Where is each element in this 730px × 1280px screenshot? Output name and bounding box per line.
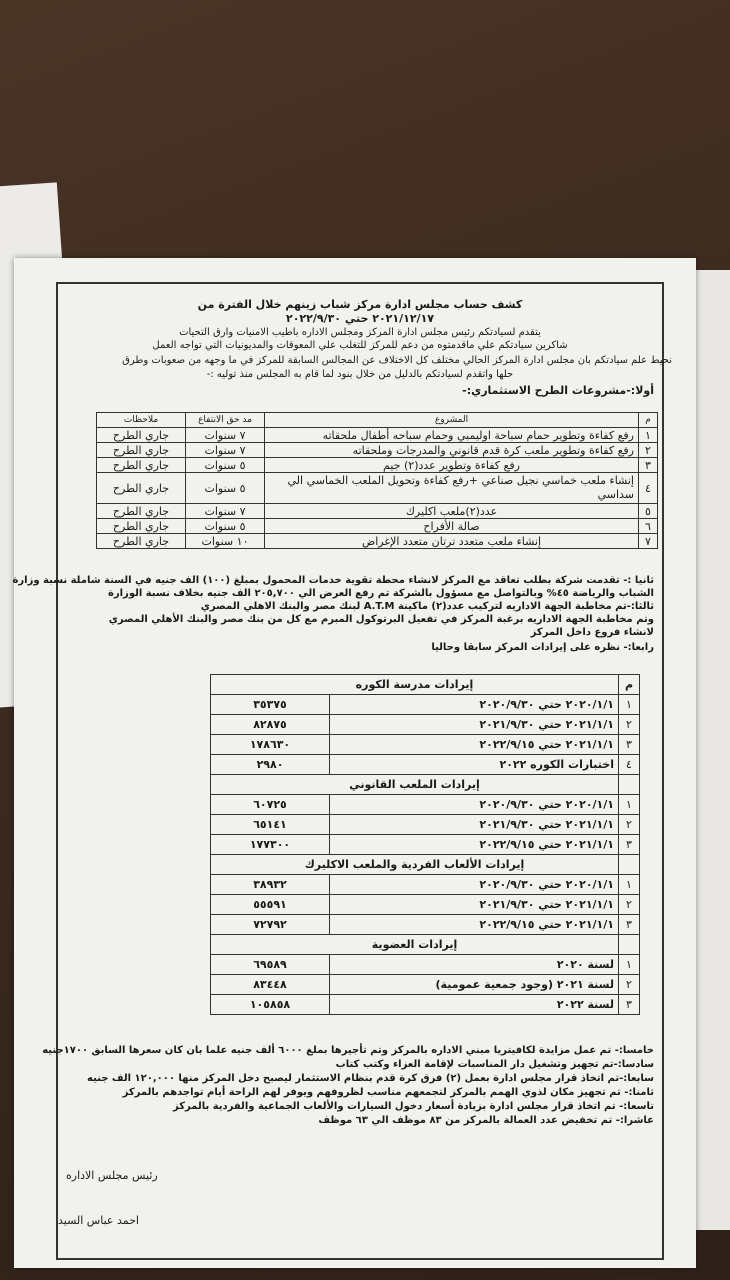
table-row (211, 835, 640, 855)
project-period: ٧ سنوات (186, 504, 265, 519)
table-row (97, 504, 658, 519)
table-row (211, 795, 640, 815)
revenue-period: ٢٠٢١/١/١ حتي ٢٠٢١/٩/٣٠ (330, 715, 619, 735)
table-row (211, 995, 640, 1015)
row-number: ٤ (619, 755, 640, 775)
col-number-header: م (639, 413, 658, 428)
revenue-period: ٢٠٢١/١/١ حتي ٢٠٢٢/٩/١٥ (330, 915, 619, 935)
revenue-period: ٢٠٢٠/١/١ حتي ٢٠٢٠/٩/٣٠ (330, 875, 619, 895)
revenue-value: ٦٥١٤١ (211, 815, 330, 835)
revenue-section-title: إيرادات الألعاب الفردية والملعب الاكليرك (211, 855, 619, 875)
revenue-section-header (211, 675, 640, 695)
revenue-value: ٢٩٨٠ (211, 755, 330, 775)
row-number: ١ (619, 695, 640, 715)
item-tenth: عاشرا:- تم تخفيض عدد العمالة بالمركز من ٨٣ موظف الي ٦٣ موظف (318, 1115, 654, 1126)
row-number: ٧ (639, 534, 658, 549)
project-note: جاري الطرح (97, 534, 186, 549)
projects-table (96, 412, 658, 549)
table-row (97, 458, 658, 473)
item-sixth: سادسا:-تم تجهيز وتشغيل دار المناسبات لإقامة العزاء وكتب كتاب (335, 1059, 654, 1070)
revenue-period: ٢٠٢١/١/١ حتي ٢٠٢٢/٩/١٥ (330, 835, 619, 855)
project-period: ٧ سنوات (186, 428, 265, 443)
row-number: ٦ (639, 519, 658, 534)
revenue-value: ٣٥٣٧٥ (211, 695, 330, 715)
signature-role: رئيس مجلس الاداره (66, 1169, 158, 1182)
row-number: ٥ (639, 504, 658, 519)
revenue-section-header (211, 855, 640, 875)
revenue-period: اختبارات الكوره ٢٠٢٢ (330, 755, 619, 775)
right-paper-edge (690, 270, 730, 1230)
table-row (211, 975, 640, 995)
table-row (97, 428, 658, 443)
table-row (97, 443, 658, 458)
revenue-value: ٨٢٨٧٥ (211, 715, 330, 735)
revenue-period: ٢٠٢٠/١/١ حتي ٢٠٢٠/٩/٣٠ (330, 695, 619, 715)
document-frame (12, 282, 672, 1260)
project-name: عدد(٢)ملعب اكليرك (265, 504, 639, 519)
section-1-heading: أولا:-مشروعات الطرح الاستثماري:- (462, 384, 654, 397)
revenue-value: ٦٩٥٨٩ (211, 955, 330, 975)
revenue-value: ٣٨٩٣٢ (211, 875, 330, 895)
project-note: جاري الطرح (97, 443, 186, 458)
col-project-header: المشروع (265, 413, 639, 428)
row-number: ٢ (619, 975, 640, 995)
item-second-line-1: ثانيا :- تقدمت شركة بطلب تعاقد مع المركز لانشاء محطة تقوية خدمات المحمول بمبلغ (١٠٠) الف جنيه في السنة شاملة نسبة وزارة (12, 575, 654, 586)
item-ninth: تاسعا:- تم اتخاذ قرار مجلس ادارة بزيادة أسعار دخول السيارات والألعاب الجماعية والفردية بالمركز (172, 1101, 654, 1112)
revenue-period: لسنة ٢٠٢٠ (330, 955, 619, 975)
revenue-section-header (211, 775, 640, 795)
project-note: جاري الطرح (97, 504, 186, 519)
row-number: ٢ (639, 443, 658, 458)
item-third-line-3: لانشاء فروع داخل المركز (530, 627, 654, 638)
thanks-line-2: شاكرين سيادتكم علي ماقدمتوه من دعم للمركز للتغلب علي المعوقات والمديونيات التي تواجه العمل (152, 340, 568, 351)
col-period-header: مد حق الانتفاع (186, 413, 265, 428)
project-period: ٥ سنوات (186, 519, 265, 534)
revenue-period: ٢٠٢٠/١/١ حتي ٢٠٢٠/٩/٣٠ (330, 795, 619, 815)
revenue-table (210, 674, 640, 1015)
revenue-section-title: إيرادات مدرسة الكوره (211, 675, 619, 695)
row-number: ١ (639, 428, 658, 443)
row-number: ١ (619, 875, 640, 895)
revenue-period: ٢٠٢١/١/١ حتي ٢٠٢١/٩/٣٠ (330, 815, 619, 835)
table-row (211, 875, 640, 895)
col-notes-header: ملاحظات (97, 413, 186, 428)
revenue-value: ١٠٥٨٥٨ (211, 995, 330, 1015)
project-name: إنشاء ملعب خماسي نجيل صناعي +رفع كفاءة وتحويل الملعب الخماسي الي سداسي (265, 473, 639, 504)
document-period: ٢٠٢١/١٢/١٧ حتي ٢٠٢٢/٩/٣٠ (285, 312, 434, 325)
item-third-line-2: وتم مخاطبة الجهة الاداريه برغبة المركز في تفعيل البرتوكول المبرم مع كل من بنك مصر والبنك الأهلي المصري (108, 614, 654, 625)
row-number: ٣ (619, 915, 640, 935)
revenue-value: ١٧٨٦٣٠ (211, 735, 330, 755)
item-fourth: رابعا:- نظره على إيرادات المركز سابقا وحاليا (431, 642, 654, 653)
row-number: ٢ (619, 815, 640, 835)
intro-line-2: حلها واتقدم لسيادتكم بالدليل من خلال بنود لما قام به المجلس منذ توليه :- (206, 369, 514, 380)
project-period: ٥ سنوات (186, 473, 265, 504)
row-number: ٢ (619, 715, 640, 735)
document-title: كشف حساب مجلس ادارة مركز شباب زينهم خلال الفترة من (197, 298, 523, 311)
item-second-line-2: الشباب والرياضة ٤٥% وبالتواصل مع مسؤول بالشركة تم رفع العرض الي ٢٠٥,٧٠٠ الف جنيه بخلاف نسبة الوزارة (107, 588, 654, 599)
project-note: جاري الطرح (97, 428, 186, 443)
project-note: جاري الطرح (97, 473, 186, 504)
project-name: رفع كفاءة وتطوير ملعب كرة قدم قانوني والمدرجات وملحقاته (265, 443, 639, 458)
project-period: ٧ سنوات (186, 443, 265, 458)
revenue-value: ٥٥٥٩١ (211, 895, 330, 915)
project-name: إنشاء ملعب متعدد ترتان متعدد الإغراض (265, 534, 639, 549)
row-number: ٣ (619, 835, 640, 855)
table-row (211, 715, 640, 735)
thanks-line-1: يتقدم لسيادتكم رئيس مجلس ادارة المركز ومجلس الاداره باطيب الامنيات وارق التحيات (179, 327, 541, 338)
revenue-section-title: إيرادات الملعب القانوني (211, 775, 619, 795)
revenue-period: ٢٠٢١/١/١ حتي ٢٠٢١/٩/٣٠ (330, 895, 619, 915)
revenue-value: ٦٠٧٢٥ (211, 795, 330, 815)
revenue-period: ٢٠٢١/١/١ حتي ٢٠٢٢/٩/١٥ (330, 735, 619, 755)
table-row (211, 955, 640, 975)
revenue-value: ٨٣٤٤٨ (211, 975, 330, 995)
project-note: جاري الطرح (97, 458, 186, 473)
row-number: ٣ (619, 735, 640, 755)
revenue-period: لسنة ٢٠٢١ (وجود جمعية عمومية) (330, 975, 619, 995)
col-number-header: م (619, 675, 640, 695)
table-row (97, 519, 658, 534)
table-row (211, 895, 640, 915)
revenue-value: ٧٢٧٩٢ (211, 915, 330, 935)
project-name: رفع كفاءة وتطوير حمام سباحة اوليمبي وحمام سباحه أطفال ملحقاته (265, 428, 639, 443)
document-page (14, 258, 696, 1268)
revenue-period: لسنة ٢٠٢٢ (330, 995, 619, 1015)
item-eighth: ثامنا:- تم تجهيز مكان لذوي الهمم بالمركز لتجمعهم مناسب لظروفهم ويوفر لهم الراحة أيام تواجدهم بالمركز (122, 1087, 654, 1098)
table-row (211, 915, 640, 935)
revenue-section-title: إيرادات العضوية (211, 935, 619, 955)
table-row (97, 534, 658, 549)
project-period: ٥ سنوات (186, 458, 265, 473)
row-number: ٣ (619, 995, 640, 1015)
item-seventh: سابعا:-تم اتخاذ قرار مجلس ادارة بعمل (٢) فرق كرة قدم بنظام الاستثمار ليصبح دخل المركز منها ١٢٠,٠٠٠ الف جنيه (87, 1073, 654, 1084)
project-name: صالة الأفراح (265, 519, 639, 534)
table-row (97, 473, 658, 504)
signature-name: احمد عباس السيد (58, 1214, 139, 1227)
table-row (211, 755, 640, 775)
project-period: ١٠ سنوات (186, 534, 265, 549)
project-name: رفع كفاءة وتطوير عدد(٢) جيم (265, 458, 639, 473)
table-row (211, 735, 640, 755)
intro-line-1: نحيط علم سيادتكم بان مجلس ادارة المركز الحالي مختلف كل الاختلاف عن المجالس السابقة للمركز في ما وجهه من صعوبات وطرق (122, 355, 672, 366)
revenue-value: ١٧٧٣٠٠ (211, 835, 330, 855)
row-number: ١ (619, 955, 640, 975)
row-number: ٤ (639, 473, 658, 504)
row-number: ٣ (639, 458, 658, 473)
revenue-section-header (211, 935, 640, 955)
row-number: ١ (619, 795, 640, 815)
project-note: جاري الطرح (97, 519, 186, 534)
projects-table-header (97, 413, 658, 428)
table-row (211, 695, 640, 715)
item-third-line-1: ثالثا:-تم مخاطبة الجهة الاداريه لتركيب عدد(٢) ماكينة A.T.M لبنك مصر والبنك الاهلي المصري (200, 601, 654, 612)
item-fifth: خامسا:- تم عمل مزايدة لكافيتريا مبني الاداره بالمركز وتم تأجيرها بملغ ٦٠٠٠ ألف جنيه علما بان كان سعرها السابق ١٧٠٠جنيه (42, 1045, 654, 1056)
table-row (211, 815, 640, 835)
row-number: ٢ (619, 895, 640, 915)
